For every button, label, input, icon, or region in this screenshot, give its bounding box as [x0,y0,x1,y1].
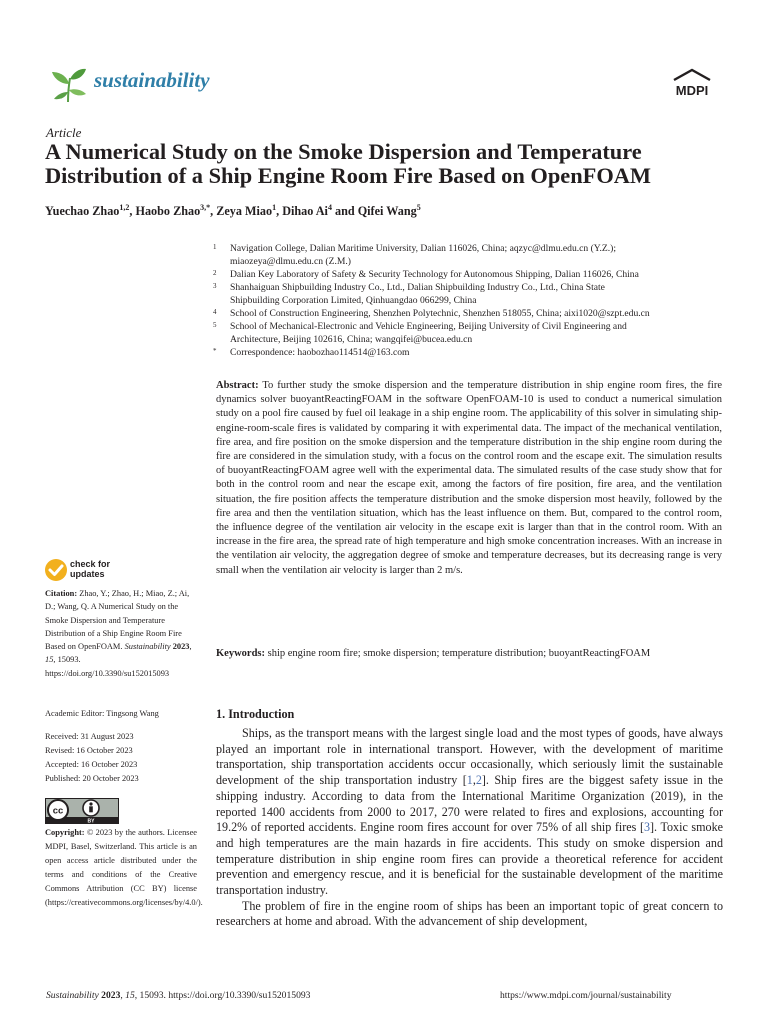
author-separator: and [331,204,358,219]
citation-block: Citation: Zhao, Y.; Zhao, H.; Miao, Z.; Ai, D.; Wang, Q. A Numerical Study on the Smoke Dispersion and Temperature Distribution of a Ship Engine Room Fire Based on OpenFOAM. Sustainability 2023, 15, 15093. https://doi.org/10.3390/su152015093 [45,589,192,678]
affiliation-item [202,307,732,320]
date-received: Received: 31 August 2023 [45,732,134,741]
paragraph [216,726,723,899]
leaf-plant-icon [48,64,88,104]
keywords [216,647,722,661]
author-affil-sup: 4 [327,203,332,212]
affiliation-text: Architecture, Beijing 102616, China; wangqifei@bucea.edu.cn [230,334,473,345]
affiliation-number: * [213,347,217,355]
affiliation-item [202,281,732,307]
keywords-label: Keywords: [216,648,265,659]
affiliation-number: 3 [213,282,217,290]
author-affil-sup: 1,2 [119,203,130,212]
author-name[interactable]: Dihao Ai [282,204,328,219]
affiliation-item [202,268,732,281]
citation-link[interactable]: 2 [475,773,482,788]
date-accepted: Accepted: 16 October 2023 [45,760,138,769]
footer-journal: Sustainability [46,990,99,1001]
affiliation-text: Navigation College, Dalian Maritime University, Dalian 116026, China; aqzyc@dlmu.edu.cn (Y.Z.); [230,243,617,254]
citation-link[interactable]: 3 [643,820,651,835]
affiliation-text: Shipbuilding Corporation Limited, Qinhuangdao 066299, China [230,295,477,306]
article-type: Article [46,125,82,140]
citation-text: Zhao, Y.; Zhao, H.; Miao, Z.; Ai, D.; Wang, Q. A Numerical Study on the Smoke Dispersion and Temperature Distribution of a Ship Engine Room Fire Based on OpenFOAM. [45,589,190,652]
section-heading: 1. Introduction [216,707,295,721]
copyright-label: Copyright: [45,828,85,837]
author-separator: , [210,204,217,219]
author-name[interactable]: Qifei Wang [357,204,417,219]
footer-volume: 15 [125,990,135,1001]
cc-by-license-icon[interactable] [45,798,119,824]
author-name[interactable]: Haobo Zhao [135,204,201,219]
affiliation-text: miaozeya@dlmu.edu.cn (Z.M.) [230,256,351,267]
abstract-text: To further study the smoke dispersion and the temperature distribution in ship engine room fires, the fire dynamics solver buoyantReactingFOAM in the software OpenFOAM-10 is used to conduct a numerical simulation study on a pool fire caused by fuel oil leakage in a ship engine room. The applicability of this solver in simulating ship-engine-room-scale fires is validated by comparing it with experimental data. The impact of the mechanical ventilation, fire area, and fire position on the smoke dispersion and the temperature distribution in the ship engine room during the fire are considered in the simulation study, with a focus on the control room and the escape exit. The simulation results of buoyantReactingFOAM agree well with the experimental data. The simulated results of the case study show that for both in the control room and near the escape exit, among the factors of fire position, fire area, and the ventilation situation, the fire position affects the temperature distribution and the smoke dispersion most heavily, followed by the fire area and then the ventilation situation, which has the least influence on them. But, compared to the control room, the influence degree of the ventilation air velocity in the escape exit is larger than that in the control room. With an increase in the fire area, the spread rate of high temperature and high smoke concentration increases. With an increase in the ventilation air velocity, the aggregation degree of smoke and temperature decreases, but its decreasing range is very small when the ventilation air velocity is larger than 2 m/s. [216,380,723,576]
footer-journal-url[interactable]: https://www.mdpi.com/journal/sustainability [500,990,672,1001]
check-for-updates-line: check for [70,559,111,569]
by-text: BY [87,818,95,824]
paragraph-text: Ships, as the transport means with the largest single load and the most types of goods, have always played an important role in international transport. However, with the development of maritime transportation, ship transportation accidents occur occasionally, which seriously limit the sustainable development of the ship transportation industry [ [216,726,723,788]
date-published: Published: 20 October 2023 [45,774,139,783]
affiliation-number: 1 [213,243,217,251]
paragraph [216,899,723,930]
author-affil-sup: 3,* [200,203,211,212]
footer-year: 2023 [101,990,121,1001]
affiliations [202,242,732,359]
affiliation-text: Shanhaiguan Shipbuilding Industry Co., Ltd., Dalian Shipbuilding Industry Co., Ltd., China State [230,282,605,293]
keywords-text: ship engine room fire; smoke dispersion; temperature distribution; buoyantReactingFOAM [267,648,651,659]
citation-label: Citation: [45,589,78,598]
article-title: A Numerical Study on the Smoke Dispersion and Temperature Distribution of a Ship Engine Room Fire Based on OpenFOAM [45,139,652,188]
date-revised: Revised: 16 October 2023 [45,746,133,755]
author-separator: , [276,204,283,219]
affiliation-text: School of Construction Engineering, Shenzhen Polytechnic, Shenzhen 518055, China; aixi1020@szpt.edu.cn [230,308,650,319]
affiliation-item [202,346,732,359]
author-separator: , [129,204,136,219]
affiliation-text: Dalian Key Laboratory of Safety & Security Technology for Autonomous Shipping, Dalian 116026, China [230,269,639,280]
paragraph-text: ]. Toxic smoke and high temperatures are the main hazards in fire accidents. This study on smoke dispersion and temperature distribution in ship engine room fires can provide a theoretical reference for accident prevention and emergency rescue, and it is beneficial for the sustainable development of the maritime transportation industry. [216,820,723,898]
mdpi-logo-text: MDPI [675,83,709,98]
author-affil-sup: 5 [416,203,421,212]
affiliation-number: 4 [213,308,217,316]
abstract-label: Abstract: [216,380,259,391]
copyright-text: © 2023 by the authors. Licensee MDPI, Basel, Switzerland. This article is an open access article distributed under the terms and conditions of the Creative Commons Attribution (CC BY) license (https://creativecommons.org/licenses/by/4.0/). [45,828,203,907]
citation-volume: 15 [45,655,54,665]
copyright-notice [45,826,203,910]
citation-journal: Sustainability [124,642,171,652]
correspondence-text: Correspondence: haobozhao114514@163.com [230,347,410,358]
introduction-body [216,726,723,930]
academic-editor: Academic Editor: Tingsong Wang [45,709,159,718]
affiliation-text: School of Mechanical-Electronic and Vehicle Engineering, Beijing University of Civil Engineering and [230,321,627,332]
check-for-updates-line: updates [70,569,105,579]
paragraph-text: The problem of fire in the engine room of ships has been an important topic of great concern to researchers at home and abroad. With the advancement of ship development, [216,898,723,929]
author-name[interactable]: Zeya Miao [216,204,273,219]
affiliation-number: 5 [213,321,217,329]
author-list [45,203,421,219]
cc-text: cc [52,805,64,817]
journal-name[interactable]: sustainability [94,68,210,92]
citation-year: 2023 [172,642,190,652]
paragraph-text: ]. Ship fires are the biggest safety issue in the shipping industry. According to data from the International Maritime Organization (2019), in the reported 1400 accidents from 2000 to 2017, 270 were related to fires and explosions, accounting for 19.2% of reported accidents. Engine room fires account for over 75% of all ship fires [ [216,773,723,835]
check-for-updates-label[interactable] [70,559,110,579]
footer-citation: Sustainability 2023, 15, 15093. https://doi.org/10.3390/su152015093 [46,990,311,1001]
footer-doi[interactable]: , 15093. https://doi.org/10.3390/su152015093 [134,990,311,1001]
affiliation-item [202,242,732,268]
citation-separator: , [472,773,476,788]
citation-doi[interactable]: 15093. https://doi.org/10.3390/su152015093 [45,655,170,678]
check-for-updates-icon[interactable] [44,558,68,582]
publication-dates [45,730,139,786]
citation-link[interactable]: 1 [466,773,473,788]
affiliation-number: 2 [213,269,217,277]
mdpi-logo[interactable] [664,68,720,100]
author-affil-sup: 1 [272,203,277,212]
abstract [216,379,722,578]
affiliation-item [202,320,732,346]
author-name[interactable]: Yuechao Zhao [45,204,120,219]
